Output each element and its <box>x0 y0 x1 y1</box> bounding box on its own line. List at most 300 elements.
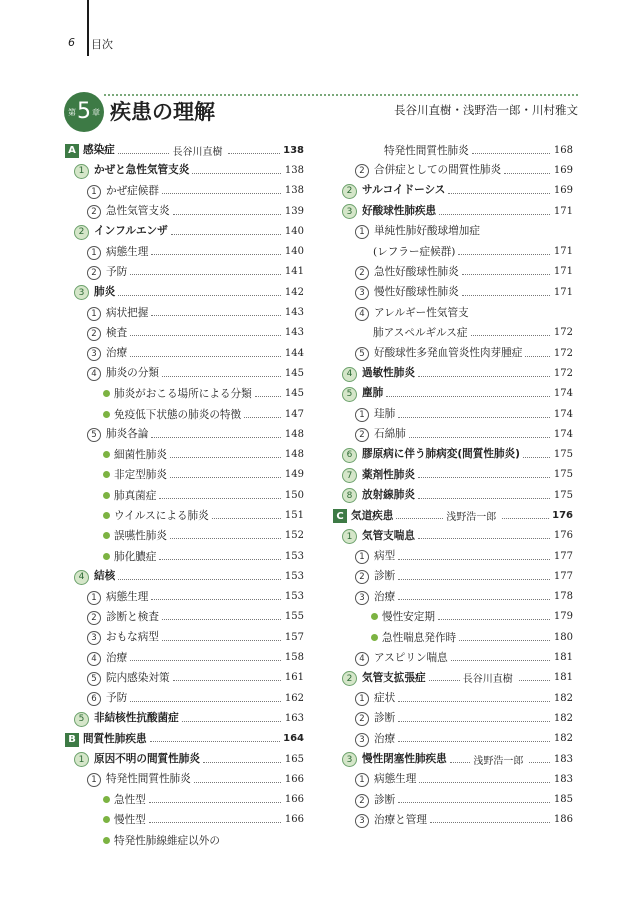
toc-entry-title <box>355 345 522 361</box>
bullet-icon <box>103 512 110 519</box>
dot-leader <box>523 457 550 458</box>
subtopic-number: 3 <box>355 733 369 747</box>
toc-entry-title <box>103 812 146 827</box>
subtopic-number: 2 <box>355 164 369 178</box>
toc-entry-title <box>74 284 115 301</box>
topic-number-badge: 2 <box>74 225 89 240</box>
toc-entry <box>65 810 304 830</box>
dot-leader <box>170 457 281 458</box>
subtopic-number: 2 <box>355 428 369 442</box>
toc-entry-title <box>74 162 189 179</box>
dot-leader <box>525 356 550 357</box>
topic-number-badge: 3 <box>342 204 357 219</box>
toc-entry-title <box>333 508 393 524</box>
dot-leader <box>450 762 471 763</box>
bullet-title: 急性型 <box>114 794 146 807</box>
page-number: 138 <box>284 185 304 197</box>
toc-entry-title <box>384 143 469 158</box>
dot-leader <box>398 559 550 560</box>
page-number: 157 <box>284 631 304 643</box>
subtopic-number: 3 <box>87 347 101 361</box>
bullet-icon <box>103 816 110 823</box>
page-number: 150 <box>284 489 304 501</box>
subtopic-title: 肺炎各論 <box>106 428 149 441</box>
dot-leader <box>448 193 550 194</box>
bullet-icon <box>371 634 378 641</box>
page-number: 175 <box>553 449 573 461</box>
dot-leader <box>418 538 550 539</box>
toc-entry <box>333 160 573 180</box>
toc-entry-title <box>87 670 170 686</box>
toc-entry <box>333 302 573 322</box>
subtopic-number: 1 <box>87 773 101 787</box>
toc-right-column <box>333 140 573 830</box>
page-number: 176 <box>553 530 573 542</box>
toc-entry <box>333 647 573 667</box>
bullet-icon <box>103 390 110 397</box>
toc-entry <box>65 485 304 505</box>
bullet-icon <box>103 553 110 560</box>
subtopic-title: 検査 <box>106 326 128 339</box>
dot-leader <box>398 579 550 580</box>
dot-leader <box>162 376 281 377</box>
dot-leader <box>151 254 281 255</box>
dot-leader <box>398 741 550 742</box>
page-number: 140 <box>284 225 304 237</box>
topic-number-badge: 4 <box>74 570 89 585</box>
topic-title: 肺炎 <box>94 285 116 298</box>
toc-entry <box>65 647 304 667</box>
bullet-title: 誤嚥性肺炎 <box>114 530 167 543</box>
page-number: 165 <box>284 753 304 765</box>
subtopic-number: 4 <box>87 367 101 381</box>
page-number: 171 <box>553 205 573 217</box>
toc-entry-title <box>87 345 127 361</box>
toc-entry-title <box>355 792 395 808</box>
subtopic-title: 石綿肺 <box>374 428 406 441</box>
toc-entry-title <box>371 609 435 624</box>
dot-leader <box>162 619 281 620</box>
toc-entry <box>333 343 573 363</box>
toc-entry <box>65 708 304 728</box>
page-number: 181 <box>553 672 573 684</box>
toc-entry <box>333 526 573 546</box>
subtopic-title: 病態生理 <box>106 245 149 258</box>
dot-leader <box>504 173 550 174</box>
bullet-title: 特発性肺線維症以外の <box>114 834 220 847</box>
toc-entry-title <box>87 609 159 625</box>
subtopic-number: 2 <box>87 327 101 341</box>
dot-leader <box>118 153 170 154</box>
dot-leader <box>418 498 550 499</box>
toc-entry <box>65 587 304 607</box>
subtopic-title: 診断 <box>374 570 396 583</box>
page-number: 174 <box>553 428 573 440</box>
topic-title: かぜと急性気管支炎 <box>94 164 190 177</box>
page-number: 143 <box>284 307 304 319</box>
chapter-title: 疾患の理解 <box>110 100 215 124</box>
topic-number-badge: 1 <box>74 164 89 179</box>
dot-leader <box>429 680 460 681</box>
toc-entry-title <box>103 447 167 462</box>
entry-author: 浅野浩一郎 <box>446 511 497 523</box>
section-title: 気道疾患 <box>351 509 394 522</box>
toc-entry-title <box>103 467 167 482</box>
subtopic-title: 好酸球性多発血管炎性肉芽腫症 <box>374 347 523 360</box>
page-number: 148 <box>284 428 304 440</box>
toc-entry <box>333 566 573 586</box>
dot-leader <box>130 356 281 357</box>
subtopic-number: 3 <box>87 631 101 645</box>
dot-leader <box>173 680 281 681</box>
subtopic-number: 2 <box>87 266 101 280</box>
dot-leader <box>244 417 281 418</box>
toc-entry-title <box>65 142 115 158</box>
dot-leader <box>212 518 281 519</box>
page-number: 141 <box>284 266 304 278</box>
toc-entry-title <box>74 568 115 585</box>
subtopic-title: 特発性間質性肺炎 <box>106 773 191 786</box>
toc-entry-title <box>103 833 220 848</box>
toc-entry-title <box>355 406 395 422</box>
page-number: 166 <box>284 814 304 826</box>
page-number: 143 <box>284 327 304 339</box>
toc-entry <box>333 627 573 647</box>
bullet-title: 急性喘息発作時 <box>382 631 457 644</box>
subtopic-number: 3 <box>355 591 369 605</box>
page-number: 161 <box>284 672 304 684</box>
toc-entry-title <box>355 162 501 178</box>
toc-entry-title <box>103 792 146 807</box>
dot-leader <box>472 153 550 154</box>
page-number: 139 <box>284 205 304 217</box>
page-number: 142 <box>284 286 304 298</box>
page-number: 172 <box>553 367 573 379</box>
page-number: 163 <box>284 712 304 724</box>
page-number: 182 <box>553 692 573 704</box>
subtopic-title: 診断 <box>374 793 396 806</box>
bullet-icon <box>103 471 110 478</box>
page-number: 172 <box>553 347 573 359</box>
toc-entry <box>333 790 573 810</box>
page-number: 186 <box>553 814 573 826</box>
toc-entry <box>65 688 304 708</box>
bullet-title: 細菌性肺炎 <box>114 449 167 462</box>
page-number: 182 <box>553 712 573 724</box>
section-badge: C <box>333 509 347 523</box>
subtopic-title: 病態生理 <box>374 773 417 786</box>
toc-entry <box>65 343 304 363</box>
toc-entry <box>65 505 304 525</box>
toc-entry-title <box>103 549 156 564</box>
subtopic-number: 6 <box>87 692 101 706</box>
subtopic-number: 3 <box>355 286 369 300</box>
dot-leader <box>459 640 550 641</box>
dot-leader <box>430 822 550 823</box>
topic-title: 気管支喘息 <box>362 529 415 542</box>
page-number: 147 <box>284 408 304 420</box>
page-number: 182 <box>553 733 573 745</box>
subtopic-number: 1 <box>87 246 101 260</box>
dot-leader <box>458 254 550 255</box>
toc-entry <box>333 688 573 708</box>
section-badge: A <box>65 144 79 158</box>
toc-entry <box>65 607 304 627</box>
bullet-icon <box>103 796 110 803</box>
dot-leader <box>151 437 281 438</box>
subtopic-title: 院内感染対策 <box>106 671 170 684</box>
page-number: 148 <box>284 449 304 461</box>
subtopic-number: 1 <box>355 408 369 422</box>
toc-entry <box>65 404 304 424</box>
dot-leader <box>439 214 550 215</box>
toc-entry <box>65 668 304 688</box>
subtopic-number: 1 <box>87 185 101 199</box>
toc-entry-title <box>355 568 395 584</box>
dot-leader <box>203 762 281 763</box>
toc-entry <box>333 485 573 505</box>
chapter-prefix: 第 <box>68 107 76 117</box>
toc-entry-title <box>355 812 427 828</box>
toc-entry-title <box>103 386 252 401</box>
toc-entry <box>333 668 573 688</box>
dot-leader <box>182 721 281 722</box>
page-number: 151 <box>284 509 304 521</box>
topic-title: 好酸球性肺疾患 <box>362 204 437 217</box>
toc-entry <box>333 587 573 607</box>
subtopic-title: 診断 <box>374 712 396 725</box>
page-number: 171 <box>553 246 573 258</box>
chapter-authors: 長谷川直樹・浅野浩一郎・川村雅文 <box>394 103 578 117</box>
dot-leader <box>170 477 281 478</box>
subtopic-number: 2 <box>355 794 369 808</box>
dot-leader <box>398 599 550 600</box>
page-number: 179 <box>553 611 573 623</box>
topic-number-badge: 8 <box>342 488 357 503</box>
dot-leader <box>418 376 550 377</box>
toc-entry-title <box>103 508 209 523</box>
topic-title: 非結核性抗酸菌症 <box>94 712 179 725</box>
subtopic-number: 3 <box>355 814 369 828</box>
section-badge: B <box>65 733 79 747</box>
running-title: 目次 <box>91 38 113 51</box>
page-number: 166 <box>284 773 304 785</box>
subtopic-title: おもな病型 <box>106 631 159 644</box>
toc-entry-title <box>74 751 200 768</box>
toc-entry <box>333 262 573 282</box>
toc-entry <box>65 160 304 180</box>
dot-leader <box>162 193 281 194</box>
subtopic-title: 治療 <box>374 590 396 603</box>
topic-title: 過敏性肺炎 <box>362 367 415 380</box>
toc-entry <box>333 404 573 424</box>
dot-leader <box>396 518 443 519</box>
toc-entry <box>333 140 573 160</box>
chapter-badge <box>64 92 104 132</box>
subtopic-title: 治療 <box>374 732 396 745</box>
toc-entry <box>65 444 304 464</box>
subtopic-title: 合併症としての間質性肺炎 <box>374 164 502 177</box>
dot-leader <box>398 417 550 418</box>
dot-leader <box>130 701 281 702</box>
dot-leader <box>151 315 281 316</box>
subtopic-number: 4 <box>355 307 369 321</box>
dot-leader <box>170 538 281 539</box>
dot-leader <box>150 741 281 742</box>
toc-entry-title <box>87 325 127 341</box>
page-number: 172 <box>553 327 573 339</box>
toc-entry-title <box>355 650 448 666</box>
page-number: 181 <box>553 652 573 664</box>
toc-entry-title <box>355 264 459 280</box>
page-number: 140 <box>284 246 304 258</box>
dot-leader <box>462 274 550 275</box>
page-number: 145 <box>284 388 304 400</box>
dot-leader <box>151 599 281 600</box>
toc-entry-title <box>87 264 127 280</box>
toc-entry-title <box>355 305 469 321</box>
toc-entry <box>333 729 573 749</box>
toc-entry-title <box>355 710 395 726</box>
toc-entry-title <box>87 629 159 645</box>
toc-entry <box>333 708 573 728</box>
toc-entry <box>333 221 573 241</box>
subtopic-number: 2 <box>355 712 369 726</box>
topic-title: 原因不明の間質性肺炎 <box>94 752 200 765</box>
subtopic-title: 病状把握 <box>106 306 149 319</box>
subtopic-number: 1 <box>87 307 101 321</box>
toc-entry-title <box>355 731 395 747</box>
toc-entry-title <box>103 407 241 422</box>
chapter-number: 5 <box>77 99 91 124</box>
toc-left-column <box>65 140 304 850</box>
bullet-title: 慢性型 <box>114 814 146 827</box>
bullet-icon <box>103 492 110 499</box>
topic-title: 慢性閉塞性肺疾患 <box>362 752 447 765</box>
page-number: 144 <box>284 347 304 359</box>
subtopic-title: 慢性好酸球性肺炎 <box>374 286 459 299</box>
subtopic-title: 治療 <box>106 347 128 360</box>
toc-entry-title <box>342 365 415 382</box>
toc-entry <box>333 384 573 404</box>
toc-entry <box>333 444 573 464</box>
subtopic-number: 5 <box>87 672 101 686</box>
dot-leader <box>419 782 550 783</box>
toc-entry-title <box>342 203 436 220</box>
subtopic-title: かぜ症候群 <box>106 184 159 197</box>
dot-leader <box>386 396 550 397</box>
topic-number-badge: 7 <box>342 468 357 483</box>
toc-entry <box>65 546 304 566</box>
toc-entry-title <box>87 244 148 260</box>
toc-entry-title <box>87 365 159 381</box>
page-number: 6 <box>68 36 75 49</box>
toc-entry-title <box>355 690 395 706</box>
bullet-title: ウイルスによる肺炎 <box>114 509 209 522</box>
toc-entry-title <box>355 244 455 259</box>
topic-title: 放射線肺炎 <box>362 488 415 501</box>
toc-entry <box>65 140 304 160</box>
topic-number-badge: 3 <box>74 285 89 300</box>
page-number: 168 <box>553 144 573 156</box>
toc-entry-title <box>342 467 415 484</box>
subtopic-number: 2 <box>87 611 101 625</box>
toc-entry <box>333 749 573 769</box>
toc-entry-title <box>342 446 520 463</box>
bullet-title: 非定型肺炎 <box>114 469 167 482</box>
toc-entry-title <box>342 751 447 768</box>
topic-title: サルコイドーシス <box>362 184 446 197</box>
toc-entry <box>65 241 304 261</box>
page-number: 152 <box>284 530 304 542</box>
toc-entry <box>65 424 304 444</box>
dot-leader <box>159 498 281 499</box>
dot-leader <box>255 396 281 397</box>
page-number: 171 <box>553 266 573 278</box>
toc-entry <box>65 769 304 789</box>
subtopic-title: 肺炎の分類 <box>106 367 159 380</box>
toc-entry <box>65 282 304 302</box>
bullet-icon <box>103 411 110 418</box>
dot-leader <box>118 295 281 296</box>
subtopic-number: 1 <box>355 550 369 564</box>
toc-entry-title <box>342 385 383 402</box>
page-number: 185 <box>553 794 573 806</box>
toc-entry <box>333 607 573 627</box>
toc-entry <box>65 526 304 546</box>
dot-leader <box>502 518 549 519</box>
toc-entry-title <box>355 589 395 605</box>
dot-leader <box>438 619 550 620</box>
subtopic-number: 4 <box>87 652 101 666</box>
dot-leader <box>418 477 550 478</box>
dot-leader <box>451 660 550 661</box>
chapter-suffix: 章 <box>92 107 100 117</box>
toc-entry-title <box>87 650 127 666</box>
subtopic-title: 予防 <box>106 265 128 278</box>
toc-entry <box>333 546 573 566</box>
page-number: 162 <box>284 692 304 704</box>
subtopic-number: 4 <box>355 652 369 666</box>
subtopic-number: 1 <box>355 225 369 239</box>
subtopic-title-continued: (レフラー症候群) <box>373 246 456 259</box>
page-number: 175 <box>553 489 573 501</box>
toc-entry-title <box>342 528 415 545</box>
subtopic-number: 1 <box>355 692 369 706</box>
page-number: 169 <box>553 185 573 197</box>
toc-entry-title <box>74 223 168 240</box>
subtopic-title: 病態生理 <box>106 590 149 603</box>
dot-leader <box>519 680 550 681</box>
subtopic-number: 5 <box>87 428 101 442</box>
toc-entry-title <box>87 305 148 321</box>
dot-leader <box>130 660 281 661</box>
subtopic-title: 単純性肺好酸球増加症 <box>374 225 480 238</box>
toc-entry-title <box>87 183 159 199</box>
bullet-icon <box>371 613 378 620</box>
subtopic-number: 1 <box>87 591 101 605</box>
bullet-title: 肺炎がおこる場所による分類 <box>114 388 252 401</box>
topic-number-badge: 4 <box>342 367 357 382</box>
toc-entry-title <box>355 426 406 442</box>
dot-leader <box>149 802 281 803</box>
toc-entry-title <box>355 548 395 564</box>
topic-number-badge: 2 <box>342 184 357 199</box>
topic-title: 膠原病に伴う肺病変(間質性肺炎) <box>362 448 520 461</box>
toc-entry-title <box>87 426 148 442</box>
toc-entry-title <box>87 690 127 706</box>
bullet-icon <box>103 451 110 458</box>
